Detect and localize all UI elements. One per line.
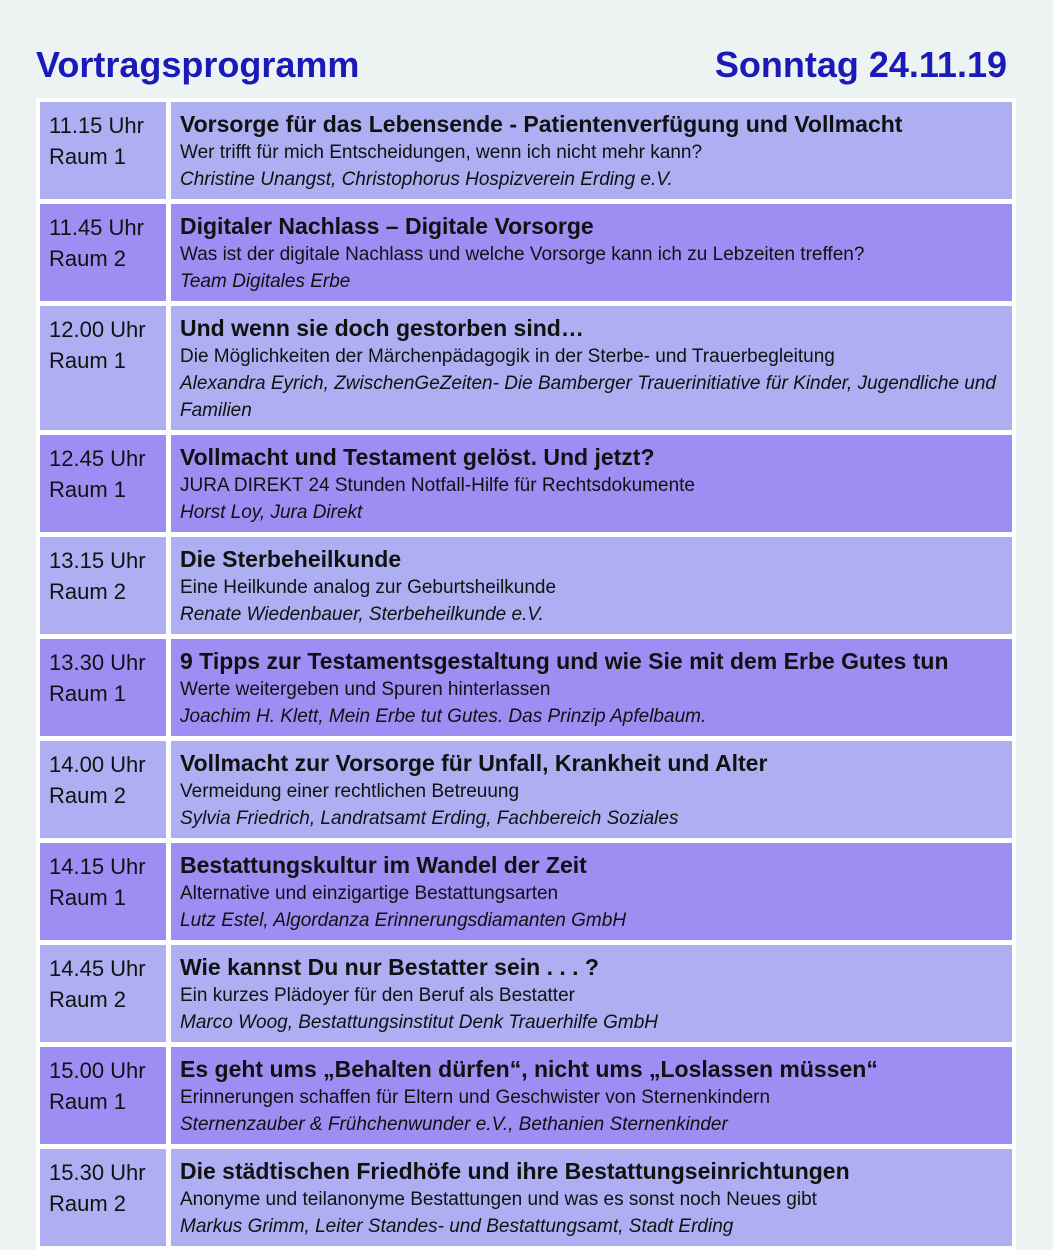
session-title: Wie kannst Du nur Bestatter sein . . . ? xyxy=(180,954,599,980)
session-time: 13.30 Uhr xyxy=(49,650,146,675)
content-cell xyxy=(171,1047,1012,1144)
session-row xyxy=(40,1047,1012,1144)
event-date: Sonntag 24.11.19 xyxy=(714,44,1007,85)
session-speaker: Sternenzauber & Frühchenwunder e.V., Bethanien Sternenkinder xyxy=(180,1114,728,1135)
content-cell xyxy=(171,945,1012,1042)
session-speaker: Horst Loy, Jura Direkt xyxy=(180,502,363,523)
session-title: Digitaler Nachlass – Digitale Vorsorge xyxy=(180,213,594,239)
session-row xyxy=(40,537,1012,634)
session-description: Werte weitergeben und Spuren hinterlassen xyxy=(180,679,551,700)
session-row xyxy=(40,1149,1012,1246)
session-row xyxy=(40,306,1012,430)
session-title: Die städtischen Friedhöfe und ihre Bestattungseinrichtungen xyxy=(180,1158,850,1184)
time-cell xyxy=(40,306,166,430)
session-time: 12.00 Uhr xyxy=(49,317,146,342)
session-time: 13.15 Uhr xyxy=(49,548,146,573)
session-speaker: Joachim H. Klett, Mein Erbe tut Gutes. Das Prinzip Apfelbaum. xyxy=(180,706,707,727)
session-row xyxy=(40,741,1012,838)
session-description: Anonyme und teilanonyme Bestattungen und was es sonst noch Neues gibt xyxy=(180,1189,817,1210)
session-description: Ein kurzes Plädoyer für den Beruf als Bestatter xyxy=(180,985,575,1006)
time-cell xyxy=(40,1149,166,1246)
session-speaker: Markus Grimm, Leiter Standes- und Bestattungsamt, Stadt Erding xyxy=(180,1216,734,1237)
session-speaker: Sylvia Friedrich, Landratsamt Erding, Fachbereich Soziales xyxy=(180,808,679,829)
session-room: Raum 2 xyxy=(49,579,127,604)
session-room: Raum 1 xyxy=(49,1089,127,1114)
session-speaker: Lutz Estel, Algordanza Erinnerungsdiamanten GmbH xyxy=(180,910,627,931)
session-title: Bestattungskultur im Wandel der Zeit xyxy=(180,852,587,878)
session-title: Es geht ums „Behalten dürfen“, nicht ums „Loslassen müssen“ xyxy=(180,1056,878,1082)
program-table xyxy=(36,98,1016,1250)
content-cell xyxy=(171,537,1012,634)
session-description: Alternative und einzigartige Bestattungsarten xyxy=(180,883,559,904)
session-room: Raum 1 xyxy=(49,144,127,169)
session-speaker: Alexandra Eyrich, ZwischenGeZeiten- Die Bamberger Trauerinitiative für Kinder, Jugendliche und Familien xyxy=(180,373,996,421)
content-cell xyxy=(171,1149,1012,1246)
session-description: Wer trifft für mich Entscheidungen, wenn ich nicht mehr kann? xyxy=(180,142,703,163)
session-time: 11.45 Uhr xyxy=(49,215,144,240)
session-description: Die Möglichkeiten der Märchenpädagogik in der Sterbe- und Trauerbegleitung xyxy=(180,346,835,367)
session-room: Raum 2 xyxy=(49,987,127,1012)
session-time: 14.45 Uhr xyxy=(49,956,146,981)
session-room: Raum 2 xyxy=(49,1191,127,1216)
content-cell xyxy=(171,435,1012,532)
session-room: Raum 1 xyxy=(49,885,127,910)
session-time: 15.00 Uhr xyxy=(49,1058,146,1083)
time-cell xyxy=(40,1047,166,1144)
time-cell xyxy=(40,639,166,736)
session-time: 12.45 Uhr xyxy=(49,446,146,471)
session-description: Erinnerungen schaffen für Eltern und Geschwister von Sternenkindern xyxy=(180,1087,771,1108)
session-row xyxy=(40,639,1012,736)
session-description: Was ist der digitale Nachlass und welche Vorsorge kann ich zu Lebzeiten treffen? xyxy=(180,244,865,265)
session-title: Vollmacht und Testament gelöst. Und jetzt? xyxy=(180,444,655,470)
time-cell xyxy=(40,843,166,940)
session-room: Raum 2 xyxy=(49,246,127,271)
time-cell xyxy=(40,537,166,634)
content-cell xyxy=(171,639,1012,736)
content-cell xyxy=(171,204,1012,301)
session-description: Vermeidung einer rechtlichen Betreuung xyxy=(180,781,520,802)
session-room: Raum 1 xyxy=(49,348,127,373)
session-speaker: Renate Wiedenbauer, Sterbeheilkunde e.V. xyxy=(180,604,544,625)
session-speaker: Christine Unangst, Christophorus Hospizverein Erding e.V. xyxy=(180,169,673,190)
session-time: 15.30 Uhr xyxy=(49,1160,146,1185)
session-title: 9 Tipps zur Testamentsgestaltung und wie Sie mit dem Erbe Gutes tun xyxy=(180,648,949,674)
session-title: Vorsorge für das Lebensende - Patientenverfügung und Vollmacht xyxy=(180,111,903,137)
page-header xyxy=(36,40,1007,90)
session-time: 11.15 Uhr xyxy=(49,113,144,138)
session-row xyxy=(40,945,1012,1042)
session-row xyxy=(40,102,1012,199)
page-title: Vortragsprogramm xyxy=(36,44,360,85)
session-time: 14.00 Uhr xyxy=(49,752,146,777)
session-room: Raum 1 xyxy=(49,681,127,706)
time-cell xyxy=(40,102,166,199)
time-cell xyxy=(40,945,166,1042)
time-cell xyxy=(40,435,166,532)
session-description: JURA DIREKT 24 Stunden Notfall-Hilfe für Rechtsdokumente xyxy=(180,475,695,496)
session-title: Vollmacht zur Vorsorge für Unfall, Krankheit und Alter xyxy=(180,750,768,776)
session-title: Und wenn sie doch gestorben sind… xyxy=(180,315,584,341)
session-room: Raum 2 xyxy=(49,783,127,808)
session-row xyxy=(40,843,1012,940)
time-cell xyxy=(40,204,166,301)
session-row xyxy=(40,435,1012,532)
session-title: Die Sterbeheilkunde xyxy=(180,546,402,572)
session-speaker: Team Digitales Erbe xyxy=(180,271,351,292)
session-description: Eine Heilkunde analog zur Geburtsheilkunde xyxy=(180,577,557,598)
time-cell xyxy=(40,741,166,838)
content-cell xyxy=(171,741,1012,838)
session-time: 14.15 Uhr xyxy=(49,854,146,879)
session-speaker: Marco Woog, Bestattungsinstitut Denk Trauerhilfe GmbH xyxy=(180,1012,659,1033)
session-row xyxy=(40,204,1012,301)
content-cell xyxy=(171,102,1012,199)
session-room: Raum 1 xyxy=(49,477,127,502)
content-cell xyxy=(171,843,1012,940)
content-cell xyxy=(171,306,1012,430)
